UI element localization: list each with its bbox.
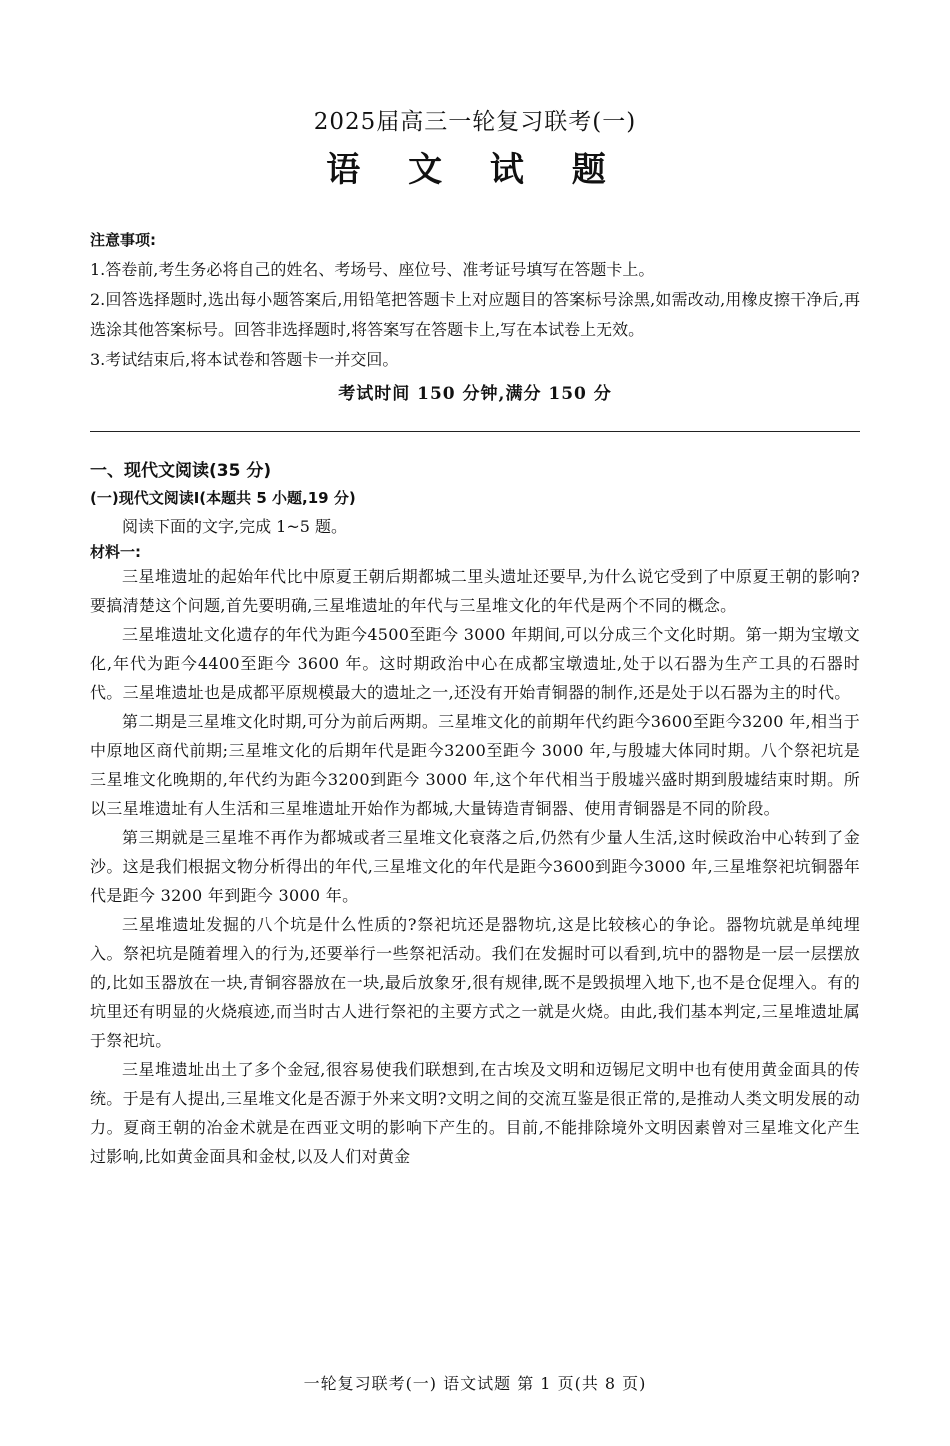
exam-page — [0, 103, 950, 1446]
passage-paragraph: 三星堆遗址出土了多个金冠,很容易使我们联想到,在古埃及文明和迈锡尼文明中也有使用黄金面具的传统。于是有人提出,三星堆文化是否源于外来文明?文明之间的交流互鉴是很正常的,是推动人类文明发展的动力。夏商王朝的冶金术就是在西亚文明的影响下产生的。目前,不能排除境外文明因素曾对三星堆文化产生过影响,比如黄金面具和金杖,以及人们对黄金 — [90, 1060, 860, 1166]
section-title: 一、现代文阅读(35 分) — [90, 461, 272, 481]
passage-paragraph: 三星堆遗址的起始年代比中原夏王朝后期都城二里头遗址还要早,为什么说它受到了中原夏王朝的影响?要搞清楚这个问题,首先要明确,三星堆遗址的年代与三星堆文化的年代是两个不同的概念。 — [90, 567, 860, 615]
notice-block — [90, 225, 860, 409]
passage-paragraph: 第三期就是三星堆不再作为都城或者三星堆文化衰落之后,仍然有少量人生活,这时候政治中心转到了金沙。这是我们根据文物分析得出的年代,三星堆文化的年代是距今3600到距今3000 年,三星堆祭祀坑铜器年代是距今 3200 年到距今 3000 年。 — [90, 828, 860, 905]
reading-instruction: 阅读下面的文字,完成 1~5 题。 — [122, 517, 348, 536]
notice-heading: 注意事项: — [90, 231, 156, 249]
exam-time-and-score: 考试时间 150 分钟,满分 150 分 — [338, 384, 612, 404]
notice-item-3: 3.考试结束后,将本试卷和答题卡一并交回。 — [90, 350, 399, 369]
notice-item-2: 2.回答选择题时,选出每小题答案后,用铅笔把答题卡上对应题目的答案标号涂黑,如需改动,用橡皮擦干净后,再选涂其他答案标号。回答非选择题时,将答案写在答题卡上,写在本试卷上无效。 — [90, 290, 860, 339]
reading-passage — [90, 562, 860, 1171]
exam-title: 2025届高三一轮复习联考(一) — [313, 109, 637, 135]
subject-title: 语 文 试 题 — [326, 150, 624, 190]
notice-item-1: 1.答卷前,考生务必将自己的姓名、考场号、座位号、准考证号填写在答题卡上。 — [90, 260, 655, 279]
passage-paragraph: 三星堆遗址文化遗存的年代为距今4500至距今 3000 年期间,可以分成三个文化时期。第一期为宝墩文化,年代为距今4400至距今 3600 年。这时期政治中心在成都宝墩遗址,处于以石器为生产工具的石器时代。三星堆遗址也是成都平原规模最大的遗址之一,还没有开始青铜器的制作,还是处于以石器为主的时代。 — [90, 625, 860, 702]
material-label: 材料一: — [90, 543, 141, 561]
page-footer: 一轮复习联考(一) 语文试题 第 1 页(共 8 页) — [303, 1374, 647, 1393]
divider-line — [90, 431, 860, 432]
subsection-title: (一)现代文阅读Ⅰ(本题共 5 小题,19 分) — [90, 489, 356, 507]
passage-paragraph: 三星堆遗址发掘的八个坑是什么性质的?祭祀坑还是器物坑,这是比较核心的争论。器物坑就是单纯埋入。祭祀坑是随着埋入的行为,还要举行一些祭祀活动。我们在发掘时可以看到,坑中的器物是一层一层摆放的,比如玉器放在一块,青铜容器放在一块,最后放象牙,很有规律,既不是毁损埋入地下,也不是仓促埋入。有的坑里还有明显的火烧痕迹,而当时古人进行祭祀的主要方式之一就是火烧。由此,我们基本判定,三星堆遗址属于祭祀坑。 — [90, 915, 860, 1050]
passage-paragraph: 第二期是三星堆文化时期,可分为前后两期。三星堆文化的前期年代约距今3600至距今3200 年,相当于中原地区商代前期;三星堆文化的后期年代是距今3200至距今 3000 年,与殷墟大体同时期。八个祭祀坑是三星堆文化晚期的,年代约为距今3200到距今 3000 年,这个年代相当于殷墟兴盛时期到殷墟结束时期。所以三星堆遗址有人生活和三星堆遗址开始作为都城,大量铸造青铜器、使用青铜器是不同的阶段。 — [90, 712, 860, 818]
